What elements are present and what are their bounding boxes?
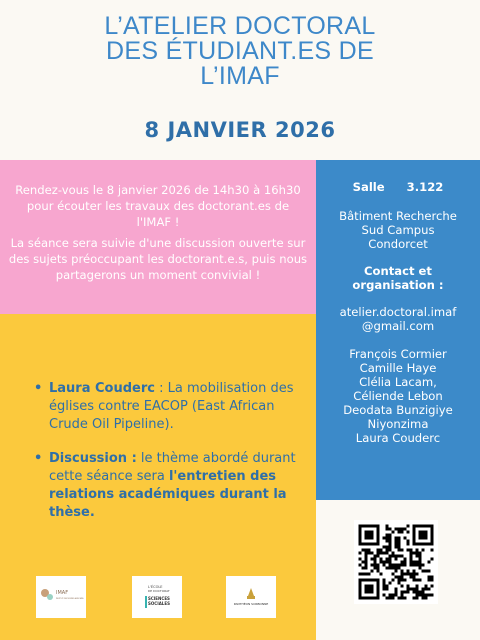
building-info [316,209,480,251]
separator-text: : [155,381,168,396]
organizer-name: Céliende Lebon [353,389,443,403]
qr-code-icon[interactable] [354,520,438,604]
building-line: Sud Campus [361,223,435,237]
sorbonne-logo-text: PANTHÉON SORBONNE [233,602,269,606]
organizer-name: Clélia Lacam, [359,375,437,389]
email-line: @gmail.com [361,319,435,333]
imaf-logo-subtext: INSTITUT DES MONDES AFRICAINS [56,599,84,600]
organizers-list [316,347,480,445]
intro-panel [0,160,316,314]
pantheon-sorbonne-logo [226,576,276,618]
building-line: Condorcet [368,237,428,251]
info-panel [316,160,480,500]
contact-heading [316,264,480,292]
program-item [34,380,304,434]
room-info [316,180,480,194]
organizer-name: François Cormier [349,347,447,361]
title-line: L’ATELIER DOCTORAL [104,12,376,40]
title-line: L’IMAF [200,62,280,90]
qr-code-graphic [354,520,438,604]
room-label: Salle [352,180,385,194]
discussion-label: Discussion : [49,451,137,466]
email-line: atelier.doctoral.imaf [339,305,457,319]
bullet-dot-icon: • [34,451,43,466]
title-line: DES ÉTUDIANT.ES DE [106,37,374,65]
program-item [34,450,304,522]
event-date: 8 JANVIER 2026 [144,118,336,142]
organizer-name: Camille Haye [359,361,437,375]
ecole-logo-text: SOCIALES [148,601,170,606]
contact-heading-line: Contact et [364,264,432,278]
imaf-logo-text: IMAF [56,590,69,596]
bullet-dot-icon: • [34,381,43,396]
contact-email[interactable] [316,305,480,333]
contact-heading-line: organisation : [352,278,444,292]
organizer-name: Deodata Bunzigiye [343,403,453,417]
imaf-logo [36,576,86,618]
room-number: 3.122 [406,180,444,194]
organizer-name: Niyonzima [367,417,429,431]
speaker-name: Laura Couderc [49,381,155,396]
ecole-logo-text: SCIENCES [148,596,170,601]
organizer-name: Laura Couderc [355,431,441,445]
intro-paragraph: Rendez-vous le 8 janvier 2026 de 14h30 à 16h30 pour écouter les travaux des doctorant.es de l'IMAF ! [15,183,301,229]
poster-title [0,14,480,89]
building-line: Bâtiment Recherche [339,209,457,223]
intro-paragraph-2: La séance sera suivie d'une discussion ouverte sur des sujets préoccupant les doctorant.e.s, puis nous partagerons un moment convivial ! [8,236,308,282]
ecole-logo-text: L'ÉCOLE [148,585,163,589]
talk-title: La mobilisation des églises contre EACOP (East African Crude Oil Pipeline). [49,381,294,432]
ecole-doctorat-logo [132,576,182,618]
ecole-logo-text: DE DOCTORAT [148,589,170,593]
program-list [34,380,304,522]
discussion-topic: l'entretien des relations académiques durant la thèse. [49,469,287,520]
discussion-text: le thème abordé durant cette séance sera [49,451,296,484]
